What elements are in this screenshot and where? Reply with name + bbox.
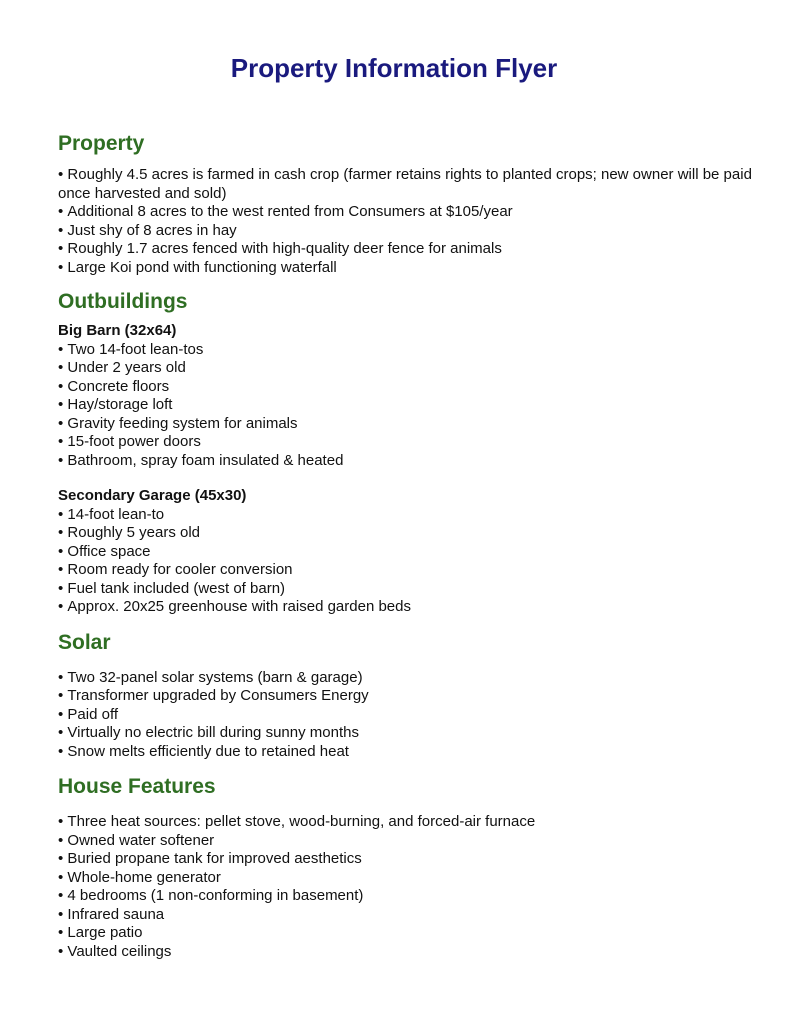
list-item: • Transformer upgraded by Consumers Energy (58, 687, 758, 706)
section-solar (58, 629, 758, 762)
list-item: • Bathroom, spray foam insulated & heated (58, 452, 758, 471)
list-item: • Hay/storage loft (58, 396, 758, 415)
bullet-list (58, 669, 758, 762)
list-item: • Two 14-foot lean-tos (58, 341, 758, 360)
section-property (58, 130, 758, 277)
list-item: • Paid off (58, 706, 758, 725)
bullet-list (58, 341, 758, 471)
list-item: • Additional 8 acres to the west rented from Consumers at $105/year (58, 203, 758, 222)
section-heading: Solar (58, 630, 111, 654)
list-item: • 15-foot power doors (58, 433, 758, 452)
page-title: Property Information Flyer (230, 53, 558, 83)
list-item: • Vaulted ceilings (58, 943, 758, 962)
list-item: • Buried propane tank for improved aesthetics (58, 850, 758, 869)
list-item: • Room ready for cooler conversion (58, 561, 758, 580)
list-item: • Gravity feeding system for animals (58, 415, 758, 434)
list-item: • Large patio (58, 924, 758, 943)
list-item: • Office space (58, 543, 758, 562)
list-item: • Fuel tank included (west of barn) (58, 580, 758, 599)
list-item: • Roughly 5 years old (58, 524, 758, 543)
section-outbuildings (58, 288, 758, 617)
section-heading: Property (58, 132, 145, 155)
bullet-list (58, 813, 758, 961)
section-heading: Outbuildings (58, 290, 188, 313)
list-item: • 4 bedrooms (1 non-conforming in basement) (58, 887, 758, 906)
list-item: • Virtually no electric bill during sunny months (58, 724, 758, 743)
list-item: • Owned water softener (58, 832, 758, 851)
list-item: • 14-foot lean-to (58, 506, 758, 525)
list-item: • Under 2 years old (58, 359, 758, 378)
building-name: Secondary Garage (45x30) (58, 487, 247, 504)
list-item: • Concrete floors (58, 378, 758, 397)
list-item: • Large Koi pond with functioning waterfall (58, 259, 758, 278)
list-item: • Snow melts efficiently due to retained heat (58, 743, 758, 762)
section-house-features (58, 773, 758, 961)
section-heading: House Features (58, 775, 216, 798)
list-item: • Roughly 4.5 acres is farmed in cash crop (farmer retains rights to planted crops; new owner will be paid once harvested and sold) (58, 166, 758, 203)
flyer-content (58, 130, 758, 961)
list-item: • Whole-home generator (58, 869, 758, 888)
list-item: • Roughly 1.7 acres fenced with high-quality deer fence for animals (58, 240, 758, 259)
list-item: • Three heat sources: pellet stove, wood-burning, and forced-air furnace (58, 813, 758, 832)
building-big-barn (58, 322, 758, 470)
building-name: Big Barn (32x64) (58, 322, 177, 339)
list-item: • Just shy of 8 acres in hay (58, 222, 758, 241)
building-secondary-garage (58, 487, 758, 617)
list-item: • Infrared sauna (58, 906, 758, 925)
list-item: • Two 32-panel solar systems (barn & garage) (58, 669, 758, 688)
bullet-list (58, 506, 758, 617)
list-item: • Approx. 20x25 greenhouse with raised garden beds (58, 598, 758, 617)
bullet-list (58, 166, 758, 277)
